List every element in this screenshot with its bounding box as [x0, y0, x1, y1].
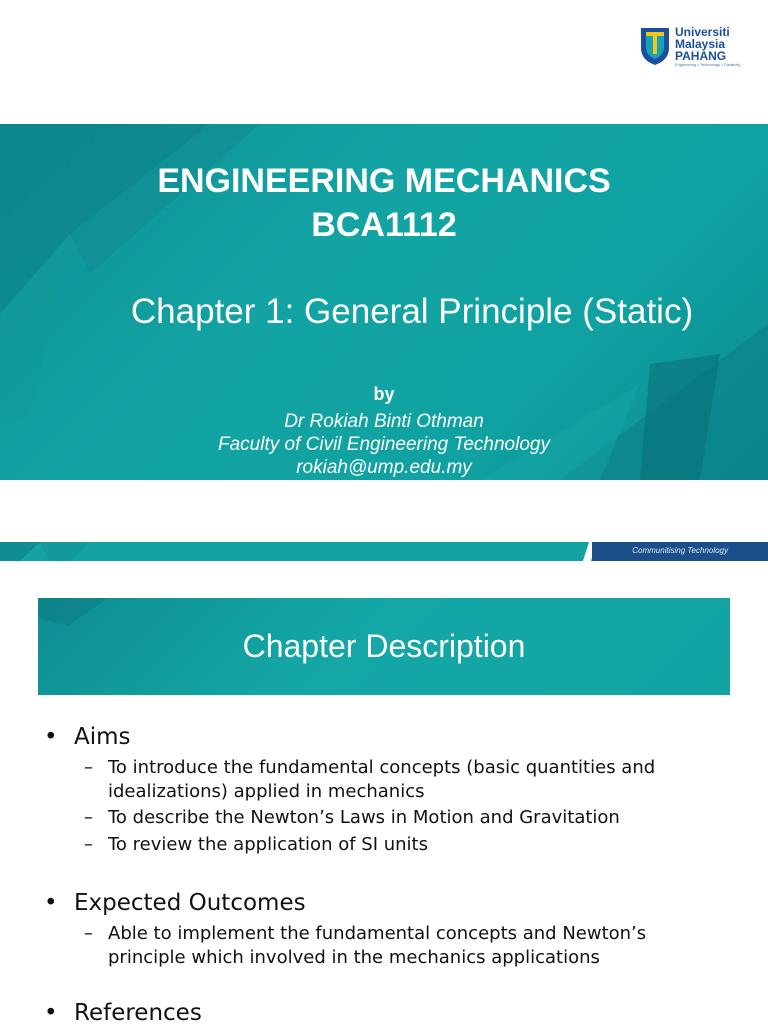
slide-top-area — [0, 0, 768, 124]
shield-icon — [640, 26, 670, 66]
logo-line2: Malaysia — [675, 37, 726, 51]
dash-icon: – — [84, 834, 93, 855]
slide2-header — [38, 598, 730, 695]
by-label: by — [373, 384, 395, 404]
author-name: Dr Rokiah Binti Othman — [284, 411, 484, 432]
footer-tagline: Communitising Technology — [632, 546, 728, 555]
bullet-label: Expected Outcomes — [74, 890, 306, 916]
university-logo — [640, 24, 740, 68]
slide-bottom-area — [0, 480, 768, 542]
bullet-references — [44, 1000, 202, 1026]
bullet-label: Aims — [74, 724, 131, 750]
bullet-icon: • — [44, 1000, 58, 1026]
course-code: BCA1112 — [311, 206, 457, 244]
author-faculty: Faculty of Civil Engineering Technology — [218, 434, 550, 455]
logo-line3: PAHANG — [675, 49, 727, 63]
footer-bar — [0, 542, 768, 561]
title-banner — [0, 124, 768, 480]
course-title: ENGINEERING MECHANICS — [157, 162, 611, 200]
dash-icon: – — [84, 757, 93, 778]
bullet-icon: • — [44, 724, 58, 750]
bullet-label: References — [74, 1000, 202, 1026]
bullet-expected-outcomes — [44, 890, 306, 916]
logo-line1: Universiti — [675, 25, 730, 39]
dash-icon: – — [84, 923, 93, 944]
bullet-icon: • — [44, 890, 58, 916]
dash-icon: – — [84, 807, 93, 828]
chapter-title: Chapter 1: General Principle (Static) — [130, 292, 694, 331]
footer-decoration — [0, 542, 600, 561]
slide2-title: Chapter Description — [242, 628, 526, 664]
bullet-aims — [44, 724, 131, 750]
author-email: rokiah@ump.edu.my — [296, 457, 472, 478]
logo-tagline: Engineering • Technology • Creativity — [675, 62, 741, 67]
